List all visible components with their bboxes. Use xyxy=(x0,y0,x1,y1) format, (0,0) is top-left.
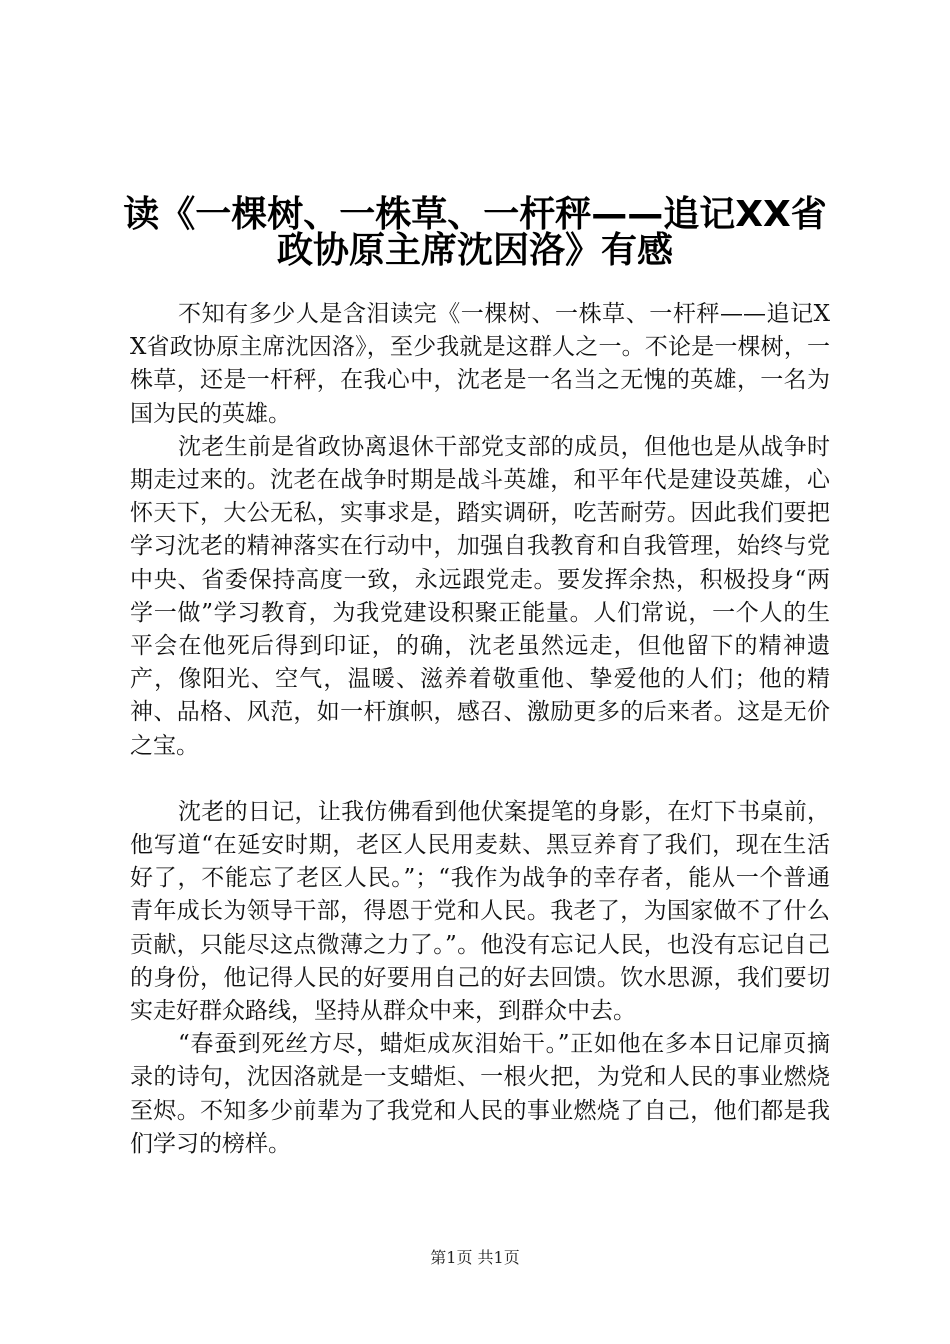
paragraph-3: 沈老的日记，让我仿佛看到他伏案提笔的身影，在灯下书桌前，他写道“在延安时期，老区人民用麦麸、黑豆养育了我们，现在生活好了，不能忘了老区人民。”；“我作为战争的幸存者，能从一个普通青年成长为领导干部，得恩于党和人民。我老了，为国家做不了什么贡献，只能尽这点微薄之力了。”。他没有忘记人民，也没有忘记自己的身份，他记得人民的好要用自己的好去回馈。饮水思源，我们要切实走好群众路线，坚持从群众中来，到群众中去。 xyxy=(130,798,830,1025)
document-body xyxy=(130,298,830,1161)
paragraph-4: “春蚕到死丝方尽，蜡炬成灰泪始干。”正如他在多本日记扉页摘录的诗句，沈因洛就是一支蜡炬、一根火把，为党和人民的事业燃烧至烬。不知多少前辈为了我党和人民的事业燃烧了自己，他们都是我们学习的榜样。 xyxy=(130,1031,830,1157)
paragraph-1: 不知有多少人是含泪读完《一棵树、一株草、一杆秤——追记XX省政协原主席沈因洛》，至少我就是这群人之一。不论是一棵树，一株草，还是一杆秤，在我心中，沈老是一名当之无愧的英雄，一名为国为民的英雄。 xyxy=(130,301,830,427)
document-title-line-2: 政协原主席沈因洛》有感 xyxy=(276,230,673,271)
document-title-line-1: 读《一棵树、一株草、一杆秤——追记XX省 xyxy=(123,194,827,235)
paragraph-2: 沈老生前是省政协离退休干部党支部的成员，但他也是从战争时期走过来的。沈老在战争时期是战斗英雄，和平年代是建设英雄，心怀天下，大公无私，实事求是，踏实调研，吃苦耐劳。因此我们要把学习沈老的精神落实在行动中，加强自我教育和自我管理，始终与党中央、省委保持高度一致，永远跟党走。要发挥余热，积极投身“两学一做”学习教育，为我党建设积聚正能量。人们常说，一个人的生平会在他死后得到印证，的确，沈老虽然远走，但他留下的精神遗产，像阳光、空气，温暖、滋养着敬重他、挚爱他的人们；他的精神、品格、风范，如一杆旗帜，感召、激励更多的后来者。这是无价之宝。 xyxy=(130,433,830,759)
page-number-footer: 第1页 共1页 xyxy=(430,1248,520,1267)
